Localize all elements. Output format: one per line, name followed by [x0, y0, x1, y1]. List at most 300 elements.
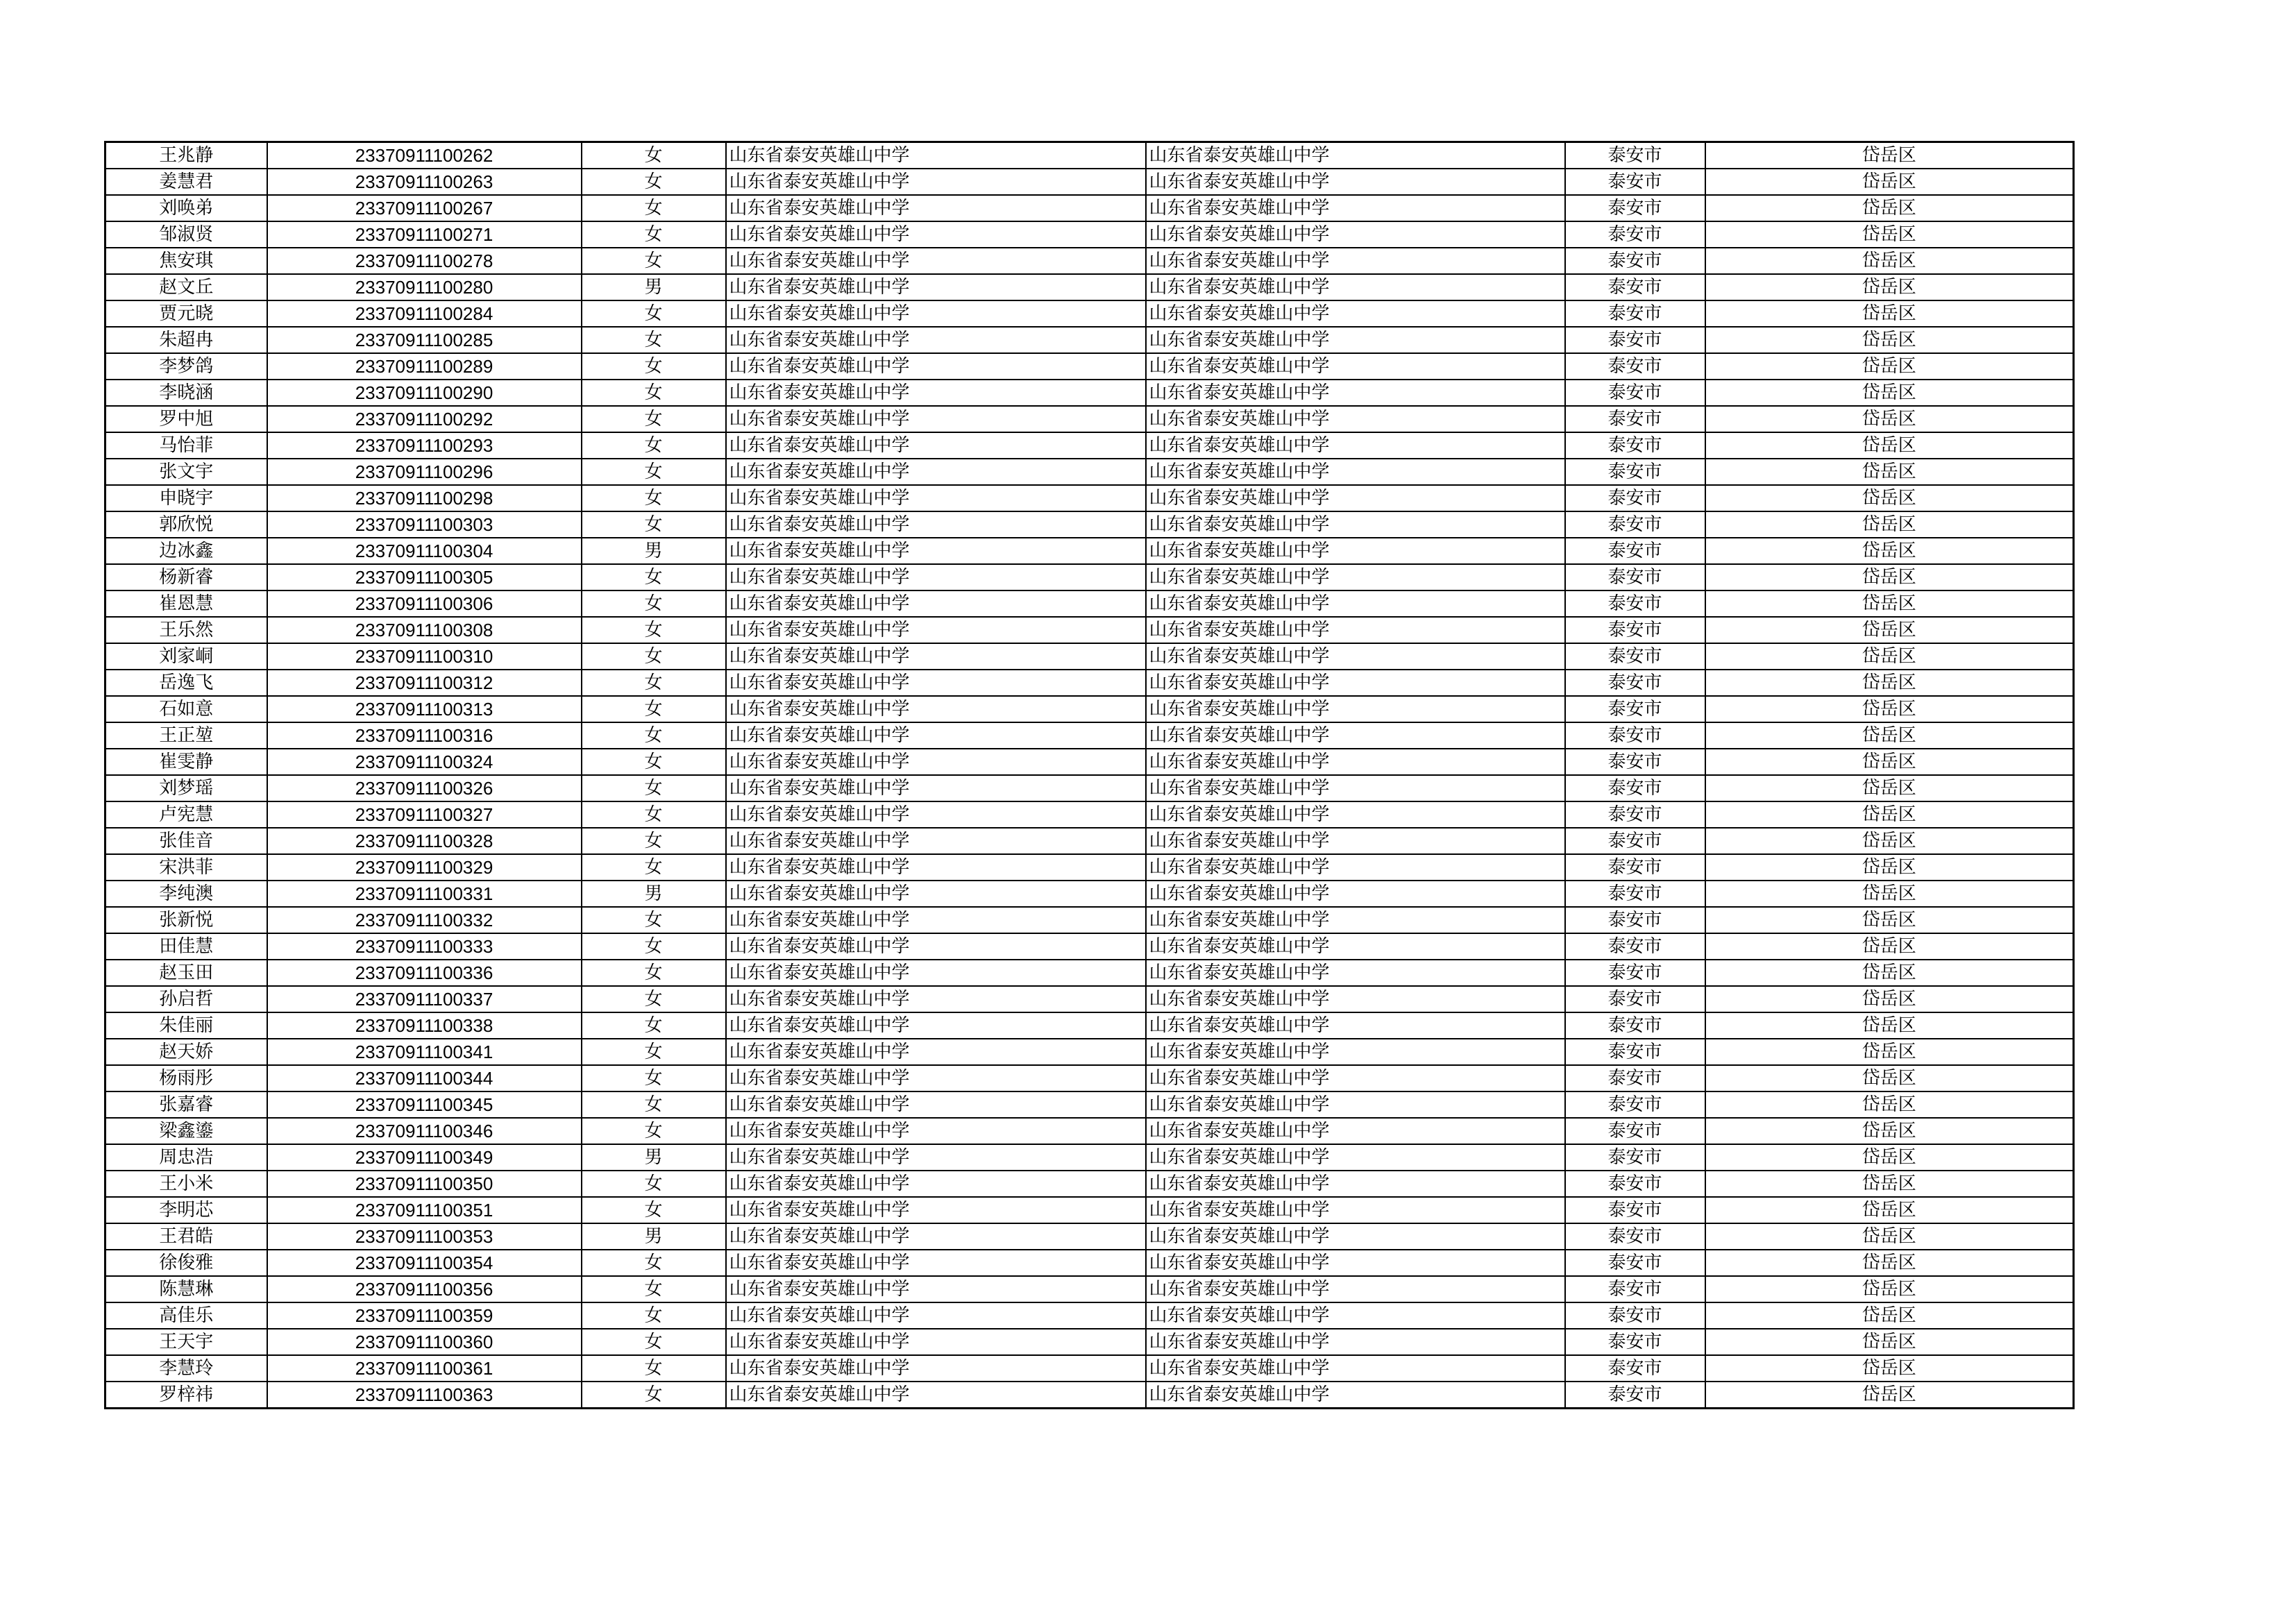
- district-cell: 岱岳区: [1705, 881, 2074, 907]
- city-cell: 泰安市: [1565, 960, 1705, 986]
- city-cell: 泰安市: [1565, 1144, 1705, 1171]
- school-secondary-cell: 山东省泰安英雄山中学: [1146, 538, 1565, 564]
- exam-number-cell: 23370911100271: [267, 221, 582, 248]
- school-secondary-cell: 山东省泰安英雄山中学: [1146, 1329, 1565, 1355]
- school-cell: 山东省泰安英雄山中学: [726, 1144, 1146, 1171]
- student-name-cell: 申晓宇: [105, 485, 267, 511]
- school-cell: 山东省泰安英雄山中学: [726, 1091, 1146, 1118]
- student-name-cell: 李梦鸽: [105, 353, 267, 380]
- table-row: [105, 327, 2074, 353]
- district-cell: 岱岳区: [1705, 1091, 2074, 1118]
- school-secondary-cell: 山东省泰安英雄山中学: [1146, 511, 1565, 538]
- gender-cell: 女: [582, 195, 726, 221]
- table-row: [105, 828, 2074, 854]
- exam-number-cell: 23370911100356: [267, 1276, 582, 1302]
- city-cell: 泰安市: [1565, 1012, 1705, 1039]
- city-cell: 泰安市: [1565, 1329, 1705, 1355]
- gender-cell: 女: [582, 1355, 726, 1382]
- student-name-cell: 周忠浩: [105, 1144, 267, 1171]
- gender-cell: 男: [582, 1144, 726, 1171]
- exam-number-cell: 23370911100329: [267, 854, 582, 881]
- student-name-cell: 边冰鑫: [105, 538, 267, 564]
- gender-cell: 女: [582, 1171, 726, 1197]
- exam-number-cell: 23370911100337: [267, 986, 582, 1012]
- school-secondary-cell: 山东省泰安英雄山中学: [1146, 1276, 1565, 1302]
- table-row: [105, 142, 2074, 169]
- exam-number-cell: 23370911100263: [267, 169, 582, 195]
- student-name-cell: 赵玉田: [105, 960, 267, 986]
- table-row: [105, 564, 2074, 590]
- school-secondary-cell: 山东省泰安英雄山中学: [1146, 300, 1565, 327]
- school-secondary-cell: 山东省泰安英雄山中学: [1146, 1065, 1565, 1091]
- district-cell: 岱岳区: [1705, 986, 2074, 1012]
- city-cell: 泰安市: [1565, 749, 1705, 775]
- student-name-cell: 崔恩慧: [105, 590, 267, 617]
- gender-cell: 女: [582, 854, 726, 881]
- student-name-cell: 马怡菲: [105, 432, 267, 459]
- district-cell: 岱岳区: [1705, 1118, 2074, 1144]
- student-name-cell: 梁鑫鎏: [105, 1118, 267, 1144]
- district-cell: 岱岳区: [1705, 617, 2074, 643]
- exam-number-cell: 23370911100350: [267, 1171, 582, 1197]
- school-secondary-cell: 山东省泰安英雄山中学: [1146, 1223, 1565, 1250]
- city-cell: 泰安市: [1565, 722, 1705, 749]
- table-row: [105, 1355, 2074, 1382]
- gender-cell: 女: [582, 1197, 726, 1223]
- city-cell: 泰安市: [1565, 590, 1705, 617]
- exam-number-cell: 23370911100351: [267, 1197, 582, 1223]
- gender-cell: 女: [582, 933, 726, 960]
- table-row: [105, 749, 2074, 775]
- city-cell: 泰安市: [1565, 696, 1705, 722]
- exam-number-cell: 23370911100298: [267, 485, 582, 511]
- school-secondary-cell: 山东省泰安英雄山中学: [1146, 248, 1565, 274]
- gender-cell: 男: [582, 881, 726, 907]
- table-row: [105, 722, 2074, 749]
- city-cell: 泰安市: [1565, 1302, 1705, 1329]
- district-cell: 岱岳区: [1705, 643, 2074, 670]
- city-cell: 泰安市: [1565, 380, 1705, 406]
- student-name-cell: 田佳慧: [105, 933, 267, 960]
- student-name-cell: 朱佳丽: [105, 1012, 267, 1039]
- table-row: [105, 775, 2074, 801]
- city-cell: 泰安市: [1565, 221, 1705, 248]
- table-row: [105, 1197, 2074, 1223]
- school-cell: 山东省泰安英雄山中学: [726, 1118, 1146, 1144]
- district-cell: 岱岳区: [1705, 1223, 2074, 1250]
- city-cell: 泰安市: [1565, 406, 1705, 432]
- school-secondary-cell: 山东省泰安英雄山中学: [1146, 1382, 1565, 1409]
- exam-number-cell: 23370911100341: [267, 1039, 582, 1065]
- school-cell: 山东省泰安英雄山中学: [726, 169, 1146, 195]
- gender-cell: 男: [582, 1223, 726, 1250]
- exam-number-cell: 23370911100267: [267, 195, 582, 221]
- roster-body: [105, 142, 2074, 1409]
- table-row: [105, 406, 2074, 432]
- school-secondary-cell: 山东省泰安英雄山中学: [1146, 986, 1565, 1012]
- school-cell: 山东省泰安英雄山中学: [726, 1355, 1146, 1382]
- school-cell: 山东省泰安英雄山中学: [726, 854, 1146, 881]
- school-secondary-cell: 山东省泰安英雄山中学: [1146, 1355, 1565, 1382]
- student-name-cell: 李晓涵: [105, 380, 267, 406]
- exam-number-cell: 23370911100308: [267, 617, 582, 643]
- school-secondary-cell: 山东省泰安英雄山中学: [1146, 485, 1565, 511]
- city-cell: 泰安市: [1565, 881, 1705, 907]
- student-name-cell: 赵文丘: [105, 274, 267, 300]
- district-cell: 岱岳区: [1705, 722, 2074, 749]
- city-cell: 泰安市: [1565, 670, 1705, 696]
- table-row: [105, 195, 2074, 221]
- city-cell: 泰安市: [1565, 485, 1705, 511]
- student-name-cell: 杨新睿: [105, 564, 267, 590]
- school-cell: 山东省泰安英雄山中学: [726, 1065, 1146, 1091]
- school-secondary-cell: 山东省泰安英雄山中学: [1146, 722, 1565, 749]
- student-name-cell: 王乐然: [105, 617, 267, 643]
- gender-cell: 女: [582, 670, 726, 696]
- school-secondary-cell: 山东省泰安英雄山中学: [1146, 933, 1565, 960]
- student-name-cell: 石如意: [105, 696, 267, 722]
- student-name-cell: 徐俊雅: [105, 1250, 267, 1276]
- district-cell: 岱岳区: [1705, 406, 2074, 432]
- school-cell: 山东省泰安英雄山中学: [726, 300, 1146, 327]
- exam-number-cell: 23370911100278: [267, 248, 582, 274]
- table-row: [105, 696, 2074, 722]
- table-row: [105, 1118, 2074, 1144]
- exam-number-cell: 23370911100363: [267, 1382, 582, 1409]
- city-cell: 泰安市: [1565, 933, 1705, 960]
- school-secondary-cell: 山东省泰安英雄山中学: [1146, 459, 1565, 485]
- city-cell: 泰安市: [1565, 828, 1705, 854]
- school-cell: 山东省泰安英雄山中学: [726, 696, 1146, 722]
- student-name-cell: 朱超冉: [105, 327, 267, 353]
- table-row: [105, 1012, 2074, 1039]
- district-cell: 岱岳区: [1705, 538, 2074, 564]
- school-secondary-cell: 山东省泰安英雄山中学: [1146, 1144, 1565, 1171]
- district-cell: 岱岳区: [1705, 511, 2074, 538]
- gender-cell: 女: [582, 432, 726, 459]
- table-row: [105, 1302, 2074, 1329]
- school-cell: 山东省泰安英雄山中学: [726, 1250, 1146, 1276]
- gender-cell: 女: [582, 828, 726, 854]
- student-name-cell: 李明芯: [105, 1197, 267, 1223]
- exam-number-cell: 23370911100305: [267, 564, 582, 590]
- city-cell: 泰安市: [1565, 986, 1705, 1012]
- school-secondary-cell: 山东省泰安英雄山中学: [1146, 353, 1565, 380]
- school-cell: 山东省泰安英雄山中学: [726, 274, 1146, 300]
- table-row: [105, 907, 2074, 933]
- gender-cell: 女: [582, 169, 726, 195]
- school-cell: 山东省泰安英雄山中学: [726, 538, 1146, 564]
- exam-number-cell: 23370911100284: [267, 300, 582, 327]
- student-name-cell: 刘梦瑶: [105, 775, 267, 801]
- table-row: [105, 1329, 2074, 1355]
- exam-number-cell: 23370911100354: [267, 1250, 582, 1276]
- table-row: [105, 169, 2074, 195]
- table-row: [105, 1171, 2074, 1197]
- student-name-cell: 高佳乐: [105, 1302, 267, 1329]
- school-cell: 山东省泰安英雄山中学: [726, 564, 1146, 590]
- student-name-cell: 罗中旭: [105, 406, 267, 432]
- table-row: [105, 221, 2074, 248]
- school-cell: 山东省泰安英雄山中学: [726, 617, 1146, 643]
- district-cell: 岱岳区: [1705, 1065, 2074, 1091]
- school-secondary-cell: 山东省泰安英雄山中学: [1146, 775, 1565, 801]
- school-secondary-cell: 山东省泰安英雄山中学: [1146, 1302, 1565, 1329]
- district-cell: 岱岳区: [1705, 459, 2074, 485]
- school-cell: 山东省泰安英雄山中学: [726, 749, 1146, 775]
- table-row: [105, 670, 2074, 696]
- city-cell: 泰安市: [1565, 327, 1705, 353]
- city-cell: 泰安市: [1565, 1197, 1705, 1223]
- city-cell: 泰安市: [1565, 643, 1705, 670]
- city-cell: 泰安市: [1565, 195, 1705, 221]
- table-row: [105, 1223, 2074, 1250]
- city-cell: 泰安市: [1565, 617, 1705, 643]
- gender-cell: 女: [582, 300, 726, 327]
- district-cell: 岱岳区: [1705, 590, 2074, 617]
- school-cell: 山东省泰安英雄山中学: [726, 353, 1146, 380]
- exam-number-cell: 23370911100312: [267, 670, 582, 696]
- exam-number-cell: 23370911100293: [267, 432, 582, 459]
- exam-number-cell: 23370911100345: [267, 1091, 582, 1118]
- school-cell: 山东省泰安英雄山中学: [726, 801, 1146, 828]
- table-row: [105, 353, 2074, 380]
- exam-number-cell: 23370911100289: [267, 353, 582, 380]
- exam-number-cell: 23370911100349: [267, 1144, 582, 1171]
- exam-number-cell: 23370911100313: [267, 696, 582, 722]
- gender-cell: 女: [582, 1039, 726, 1065]
- district-cell: 岱岳区: [1705, 933, 2074, 960]
- school-cell: 山东省泰安英雄山中学: [726, 1329, 1146, 1355]
- student-name-cell: 张嘉睿: [105, 1091, 267, 1118]
- school-cell: 山东省泰安英雄山中学: [726, 221, 1146, 248]
- student-name-cell: 孙启哲: [105, 986, 267, 1012]
- student-name-cell: 岳逸飞: [105, 670, 267, 696]
- district-cell: 岱岳区: [1705, 749, 2074, 775]
- school-secondary-cell: 山东省泰安英雄山中学: [1146, 617, 1565, 643]
- city-cell: 泰安市: [1565, 1065, 1705, 1091]
- school-secondary-cell: 山东省泰安英雄山中学: [1146, 1171, 1565, 1197]
- school-cell: 山东省泰安英雄山中学: [726, 327, 1146, 353]
- city-cell: 泰安市: [1565, 1039, 1705, 1065]
- school-secondary-cell: 山东省泰安英雄山中学: [1146, 1091, 1565, 1118]
- gender-cell: 女: [582, 696, 726, 722]
- school-secondary-cell: 山东省泰安英雄山中学: [1146, 564, 1565, 590]
- student-name-cell: 郭欣悦: [105, 511, 267, 538]
- city-cell: 泰安市: [1565, 907, 1705, 933]
- school-secondary-cell: 山东省泰安英雄山中学: [1146, 696, 1565, 722]
- gender-cell: 女: [582, 221, 726, 248]
- school-cell: 山东省泰安英雄山中学: [726, 406, 1146, 432]
- school-secondary-cell: 山东省泰安英雄山中学: [1146, 274, 1565, 300]
- school-cell: 山东省泰安英雄山中学: [726, 1223, 1146, 1250]
- district-cell: 岱岳区: [1705, 801, 2074, 828]
- gender-cell: 女: [582, 801, 726, 828]
- exam-number-cell: 23370911100346: [267, 1118, 582, 1144]
- student-name-cell: 王小米: [105, 1171, 267, 1197]
- table-row: [105, 432, 2074, 459]
- district-cell: 岱岳区: [1705, 854, 2074, 881]
- district-cell: 岱岳区: [1705, 1144, 2074, 1171]
- exam-number-cell: 23370911100338: [267, 1012, 582, 1039]
- gender-cell: 女: [582, 986, 726, 1012]
- school-cell: 山东省泰安英雄山中学: [726, 1012, 1146, 1039]
- student-name-cell: 姜慧君: [105, 169, 267, 195]
- school-cell: 山东省泰安英雄山中学: [726, 590, 1146, 617]
- city-cell: 泰安市: [1565, 432, 1705, 459]
- school-secondary-cell: 山东省泰安英雄山中学: [1146, 195, 1565, 221]
- district-cell: 岱岳区: [1705, 248, 2074, 274]
- student-name-cell: 赵天娇: [105, 1039, 267, 1065]
- table-row: [105, 881, 2074, 907]
- school-secondary-cell: 山东省泰安英雄山中学: [1146, 749, 1565, 775]
- table-row: [105, 380, 2074, 406]
- district-cell: 岱岳区: [1705, 1382, 2074, 1409]
- student-name-cell: 贾元晓: [105, 300, 267, 327]
- student-name-cell: 刘家峒: [105, 643, 267, 670]
- school-secondary-cell: 山东省泰安英雄山中学: [1146, 1197, 1565, 1223]
- school-cell: 山东省泰安英雄山中学: [726, 986, 1146, 1012]
- city-cell: 泰安市: [1565, 142, 1705, 169]
- gender-cell: 女: [582, 1302, 726, 1329]
- city-cell: 泰安市: [1565, 854, 1705, 881]
- school-secondary-cell: 山东省泰安英雄山中学: [1146, 1250, 1565, 1276]
- table-row: [105, 986, 2074, 1012]
- exam-number-cell: 23370911100360: [267, 1329, 582, 1355]
- table-row: [105, 300, 2074, 327]
- exam-number-cell: 23370911100328: [267, 828, 582, 854]
- school-secondary-cell: 山东省泰安英雄山中学: [1146, 406, 1565, 432]
- exam-number-cell: 23370911100306: [267, 590, 582, 617]
- table-row: [105, 1382, 2074, 1409]
- exam-number-cell: 23370911100336: [267, 960, 582, 986]
- gender-cell: 男: [582, 538, 726, 564]
- exam-number-cell: 23370911100262: [267, 142, 582, 169]
- gender-cell: 女: [582, 142, 726, 169]
- district-cell: 岱岳区: [1705, 1012, 2074, 1039]
- school-cell: 山东省泰安英雄山中学: [726, 722, 1146, 749]
- city-cell: 泰安市: [1565, 1118, 1705, 1144]
- school-cell: 山东省泰安英雄山中学: [726, 1382, 1146, 1409]
- school-secondary-cell: 山东省泰安英雄山中学: [1146, 221, 1565, 248]
- city-cell: 泰安市: [1565, 274, 1705, 300]
- city-cell: 泰安市: [1565, 353, 1705, 380]
- district-cell: 岱岳区: [1705, 380, 2074, 406]
- school-secondary-cell: 山东省泰安英雄山中学: [1146, 960, 1565, 986]
- student-name-cell: 焦安琪: [105, 248, 267, 274]
- table-row: [105, 248, 2074, 274]
- city-cell: 泰安市: [1565, 564, 1705, 590]
- gender-cell: 女: [582, 511, 726, 538]
- table-row: [105, 801, 2074, 828]
- exam-number-cell: 23370911100280: [267, 274, 582, 300]
- district-cell: 岱岳区: [1705, 1039, 2074, 1065]
- school-cell: 山东省泰安英雄山中学: [726, 828, 1146, 854]
- gender-cell: 女: [582, 485, 726, 511]
- gender-cell: 女: [582, 617, 726, 643]
- exam-number-cell: 23370911100292: [267, 406, 582, 432]
- gender-cell: 男: [582, 274, 726, 300]
- district-cell: 岱岳区: [1705, 1171, 2074, 1197]
- gender-cell: 女: [582, 1091, 726, 1118]
- school-secondary-cell: 山东省泰安英雄山中学: [1146, 828, 1565, 854]
- district-cell: 岱岳区: [1705, 1276, 2074, 1302]
- exam-number-cell: 23370911100310: [267, 643, 582, 670]
- district-cell: 岱岳区: [1705, 274, 2074, 300]
- district-cell: 岱岳区: [1705, 1197, 2074, 1223]
- school-cell: 山东省泰安英雄山中学: [726, 960, 1146, 986]
- city-cell: 泰安市: [1565, 538, 1705, 564]
- school-secondary-cell: 山东省泰安英雄山中学: [1146, 881, 1565, 907]
- district-cell: 岱岳区: [1705, 907, 2074, 933]
- city-cell: 泰安市: [1565, 300, 1705, 327]
- table-row: [105, 459, 2074, 485]
- district-cell: 岱岳区: [1705, 1329, 2074, 1355]
- exam-number-cell: 23370911100331: [267, 881, 582, 907]
- gender-cell: 女: [582, 1012, 726, 1039]
- student-name-cell: 张新悦: [105, 907, 267, 933]
- city-cell: 泰安市: [1565, 1223, 1705, 1250]
- district-cell: 岱岳区: [1705, 1250, 2074, 1276]
- student-name-cell: 张佳音: [105, 828, 267, 854]
- gender-cell: 女: [582, 1382, 726, 1409]
- school-cell: 山东省泰安英雄山中学: [726, 1276, 1146, 1302]
- school-cell: 山东省泰安英雄山中学: [726, 511, 1146, 538]
- school-cell: 山东省泰安英雄山中学: [726, 881, 1146, 907]
- district-cell: 岱岳区: [1705, 828, 2074, 854]
- table-row: [105, 960, 2074, 986]
- exam-number-cell: 23370911100326: [267, 775, 582, 801]
- student-name-cell: 崔雯静: [105, 749, 267, 775]
- student-name-cell: 杨雨彤: [105, 1065, 267, 1091]
- school-cell: 山东省泰安英雄山中学: [726, 195, 1146, 221]
- gender-cell: 女: [582, 775, 726, 801]
- district-cell: 岱岳区: [1705, 169, 2074, 195]
- city-cell: 泰安市: [1565, 511, 1705, 538]
- table-row: [105, 1144, 2074, 1171]
- school-cell: 山东省泰安英雄山中学: [726, 1039, 1146, 1065]
- table-row: [105, 1091, 2074, 1118]
- exam-number-cell: 23370911100361: [267, 1355, 582, 1382]
- gender-cell: 女: [582, 1065, 726, 1091]
- exam-number-cell: 23370911100344: [267, 1065, 582, 1091]
- gender-cell: 女: [582, 643, 726, 670]
- city-cell: 泰安市: [1565, 169, 1705, 195]
- district-cell: 岱岳区: [1705, 221, 2074, 248]
- district-cell: 岱岳区: [1705, 670, 2074, 696]
- city-cell: 泰安市: [1565, 248, 1705, 274]
- student-roster-table: [104, 141, 2075, 1409]
- table-row: [105, 1276, 2074, 1302]
- student-name-cell: 刘唤弟: [105, 195, 267, 221]
- district-cell: 岱岳区: [1705, 300, 2074, 327]
- table-row: [105, 1250, 2074, 1276]
- student-name-cell: 李纯澳: [105, 881, 267, 907]
- district-cell: 岱岳区: [1705, 327, 2074, 353]
- table-row: [105, 538, 2074, 564]
- student-name-cell: 王正堃: [105, 722, 267, 749]
- gender-cell: 女: [582, 1250, 726, 1276]
- school-secondary-cell: 山东省泰安英雄山中学: [1146, 643, 1565, 670]
- school-cell: 山东省泰安英雄山中学: [726, 485, 1146, 511]
- school-secondary-cell: 山东省泰安英雄山中学: [1146, 169, 1565, 195]
- student-name-cell: 王天宇: [105, 1329, 267, 1355]
- student-name-cell: 王君皓: [105, 1223, 267, 1250]
- student-name-cell: 李慧玲: [105, 1355, 267, 1382]
- student-name-cell: 罗梓祎: [105, 1382, 267, 1409]
- school-cell: 山东省泰安英雄山中学: [726, 670, 1146, 696]
- district-cell: 岱岳区: [1705, 696, 2074, 722]
